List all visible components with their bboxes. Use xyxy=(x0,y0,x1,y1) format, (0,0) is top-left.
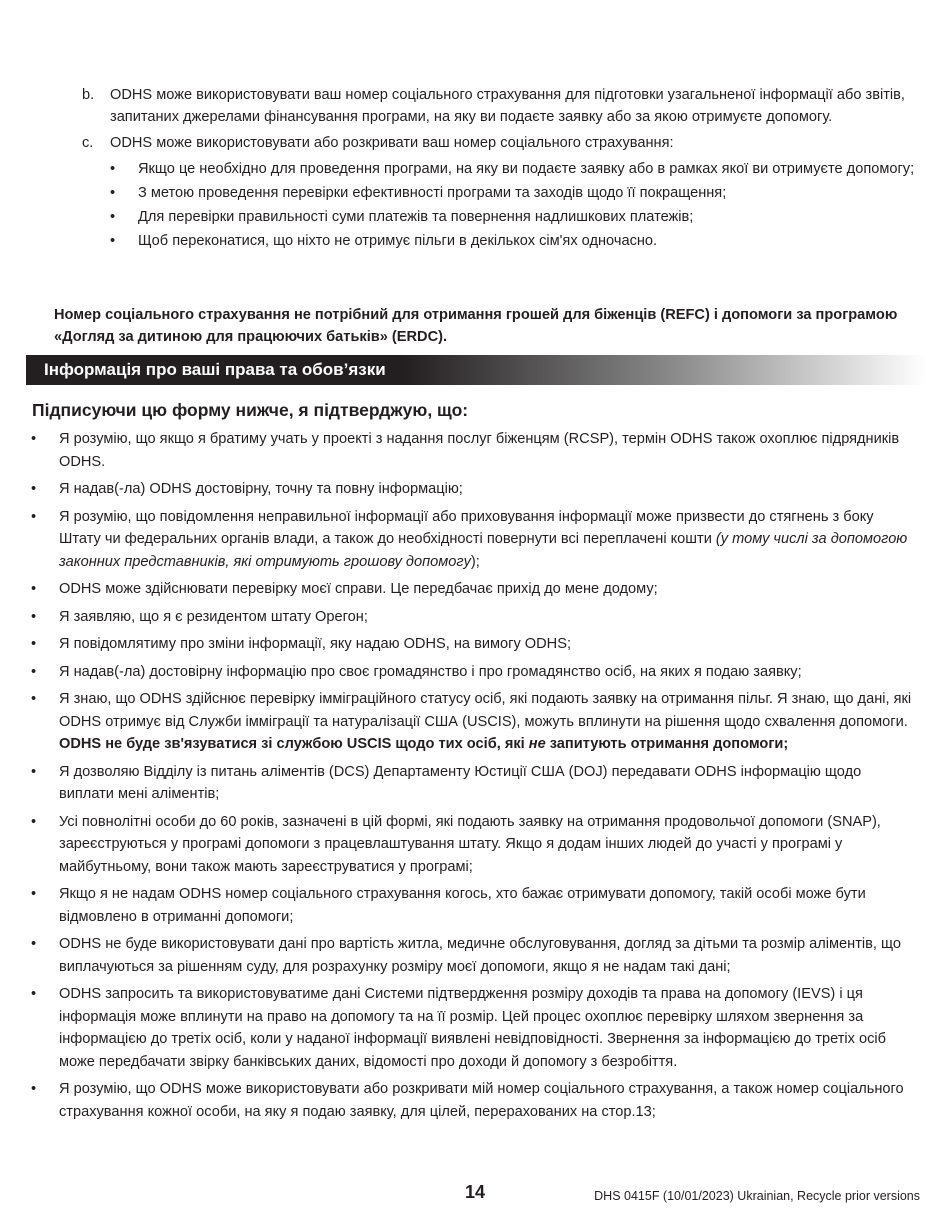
item-marker: b. xyxy=(82,87,95,103)
item-text: ODHS може здійснювати перевірку моєї справи. Це передбачає прихід до мене додому; xyxy=(59,581,658,597)
list-item xyxy=(0,933,950,978)
bullet-icon: • xyxy=(110,233,116,249)
bullet-text: Якщо це необхідно для проведення програми, на яку ви подаєте заявку або в рамках якої ви отримуєте допомогу; xyxy=(138,161,915,177)
list-item xyxy=(0,661,950,684)
item-text: Я розумію, що ODHS може використовувати або розкривати мій номер соціального страхування, а також номер соціального страхування кожної особи, на яку я подаю заявку, для цілей, перерахованих на стор.13; xyxy=(59,1081,904,1120)
item-marker: c. xyxy=(82,135,94,151)
subheading: Підписуючи цю форму нижче, я підтверджую, що: xyxy=(32,400,469,420)
sub-bullet-item xyxy=(0,182,950,204)
top-list xyxy=(0,84,950,254)
bullet-icon: • xyxy=(31,581,37,597)
list-item xyxy=(0,478,950,501)
lettered-item-c xyxy=(0,132,950,154)
item-text: Я надав(-ла) ODHS достовірну, точну та повну інформацію; xyxy=(59,481,463,497)
section-title: Інформація про ваші права та обов’язки xyxy=(44,360,386,379)
list-item xyxy=(0,883,950,928)
item-text: ODHS запросить та використовуватиме дані Системи підтвердження розміру доходів та права на допомогу (IEVS) і ця інформація може вплинути на право на допомогу та на її розмір. Цей процес охоплює перевірку шляхом звернення за інформацією до третіх осіб, коли у наданої інформації виявлені невідповідності. Звернення за інформацією до третіх осіб може передбачати звірку банківських даних, відомості про доходи й допомогу з безробіття. xyxy=(59,986,887,1070)
bullet-icon: • xyxy=(31,813,37,830)
section-header-bar xyxy=(26,355,926,385)
item-text: Я заявляю, що я є резидентом штату Орегон; xyxy=(59,608,368,625)
bullet-icon: • xyxy=(31,986,37,1002)
item-bold-text: ODHS не буде зв'язуватися зі службою USCIS щодо тих осіб, які xyxy=(59,736,529,752)
item-text: Я розумію, що повідомлення неправильної інформації або приховування інформації може призвести до стягнень з боку Штату чи федеральних органів влади, а також до необхідності повернути всі переплачені кошти xyxy=(59,508,874,547)
item-text: ODHS не буде використовувати дані про вартість житла, медичне обслуговування, догляд за дітьми та розмір аліментів, що виплачуються за рішенням суду, для розрахунку розміру моєї допомоги, якщо я не надам такі дані; xyxy=(59,936,901,975)
bullet-text: Для перевірки правильності суми платежів та повернення надлишкових платежів; xyxy=(138,209,694,225)
item-text: ODHS може використовувати або розкривати ваш номер соціального страхування: xyxy=(110,135,674,151)
item-text: Я дозволяю Відділу із питань аліментів (DCS) Департаменту Юстиції США (DOJ) передавати ODHS інформацію щодо виплати мені аліментів; xyxy=(59,763,862,802)
bullet-icon: • xyxy=(31,481,37,497)
item-bold-text-end: запитують отримання допомоги; xyxy=(545,736,789,752)
list-item xyxy=(0,428,950,473)
bullet-icon: • xyxy=(31,508,37,525)
bullet-text: Щоб переконатися, що ніхто не отримує пільги в декількох сім'ях одночасно. xyxy=(138,233,658,249)
lettered-item-b xyxy=(0,84,950,128)
list-item xyxy=(0,633,950,656)
bullet-icon: • xyxy=(110,185,116,201)
item-italic-text: (у тому числі за допомогою законних представників, які отримують грошову допомогу xyxy=(59,531,908,570)
item-text-end: ); xyxy=(470,553,480,570)
bullet-icon: • xyxy=(31,691,37,707)
list-item xyxy=(0,506,950,574)
bullet-icon: • xyxy=(31,636,37,652)
item-text: Я розумію, що якщо я братиму учать у проекті з надання послуг біженцям (RCSP), термін ODHS також охоплює підрядників ODHS. xyxy=(59,431,900,470)
item-bold-italic-text: не xyxy=(528,736,546,752)
sub-bullet-item xyxy=(0,158,950,180)
sub-bullet-item xyxy=(0,206,950,228)
bullet-icon: • xyxy=(31,886,37,902)
sub-bullet-list xyxy=(0,158,950,252)
bullet-text: З метою проведення перевірки ефективності програми та заходів щодо її покращення; xyxy=(138,185,727,201)
item-text: Я повідомлятиму про зміни інформації, яку надаю ODHS, на вимогу ODHS; xyxy=(59,636,572,652)
list-item xyxy=(0,578,950,601)
sub-bullet-item xyxy=(0,230,950,252)
bullet-icon: • xyxy=(110,161,116,177)
list-item xyxy=(0,811,950,879)
bullet-icon: • xyxy=(31,763,37,780)
item-text: ODHS може використовувати ваш номер соціального страхування для підготовки узагальненої інформації або звітів, запитаних джерелами фінансування програми, на яку ви подаєте заявку або за якою отримуєте допомогу. xyxy=(110,87,905,125)
bullet-icon: • xyxy=(31,1081,37,1097)
item-text: Я знаю, що ODHS здійснює перевірку імміграційного статусу осіб, які подають заявку на отримання пільг. Я знаю, що дані, які ODHS отримує від Служби імміграції та натуралізації США (USCIS), можуть вплинути на рішення щодо схвалення допомоги. xyxy=(59,691,912,730)
item-text: Якщо я не надам ODHS номер соціального страхування когось, хто бажає отримувати допомогу, такій особі може бути відмовлено в отриманні допомоги; xyxy=(59,886,866,925)
item-text: Я надав(-ла) достовірну інформацію про своє громадянство і про громадянство осіб, на яких я подаю заявку; xyxy=(59,663,802,680)
bullet-icon: • xyxy=(31,663,37,680)
bullet-icon: • xyxy=(31,431,37,447)
list-item xyxy=(0,688,950,756)
bullet-icon: • xyxy=(31,936,37,952)
page-number: 14 xyxy=(464,1182,486,1202)
list-item xyxy=(0,761,950,806)
ssn-exemption-note: Номер соціального страхування не потрібний для отримання грошей для біженців (REFC) і допомоги за програмою «Догляд за дитиною для працюючих батьків» (ERDC). xyxy=(54,307,898,345)
item-text: Усі повнолітні особи до 60 років, зазначені в цій формі, які подають заявку на отримання продовольчої допомоги (SNAP), зареєструються у програмі допомоги з працевлаштування штату. Якщо я додам інших людей до участі у програмі у майбутньому, вони також мають зареєструватися у програмі; xyxy=(59,813,881,875)
form-identifier: DHS 0415F (10/01/2023) Ukrainian, Recycle prior versions xyxy=(594,1189,920,1203)
bullet-icon: • xyxy=(110,209,116,225)
acknowledgement-list xyxy=(0,428,950,1128)
list-item xyxy=(0,983,950,1073)
list-item xyxy=(0,1078,950,1123)
list-item xyxy=(0,606,950,629)
bullet-icon: • xyxy=(31,608,37,625)
